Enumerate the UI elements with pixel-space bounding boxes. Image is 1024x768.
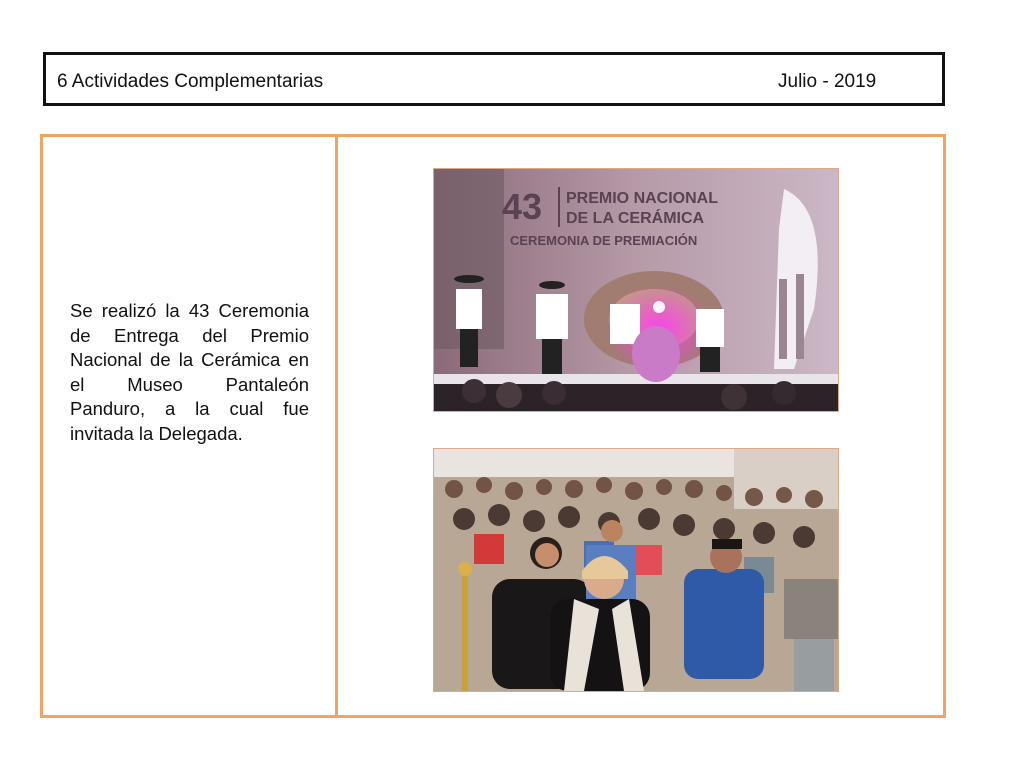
content-frame [40, 134, 946, 718]
header-box [43, 52, 945, 106]
report-date: Julio - 2019 [778, 71, 877, 92]
activity-description: Se realizó la 43 Ceremonia de Entrega del Premio Nacional de la Cerámica en el Museo Pantaleón Panduro, a la cual fue invitada la Delegada. [70, 300, 309, 444]
banner-number: 43 [502, 186, 543, 227]
ceremony-stage-photo [433, 168, 839, 412]
section-title: 6 Actividades Complementarias [57, 71, 324, 92]
banner-line-3: CEREMONIA DE PREMIACIÓN [510, 233, 698, 248]
banner-line-2: DE LA CERÁMICA [566, 210, 705, 227]
banner-line-1: PREMIO NACIONAL [566, 190, 718, 207]
audience-photo [433, 448, 839, 692]
column-divider [335, 137, 338, 715]
